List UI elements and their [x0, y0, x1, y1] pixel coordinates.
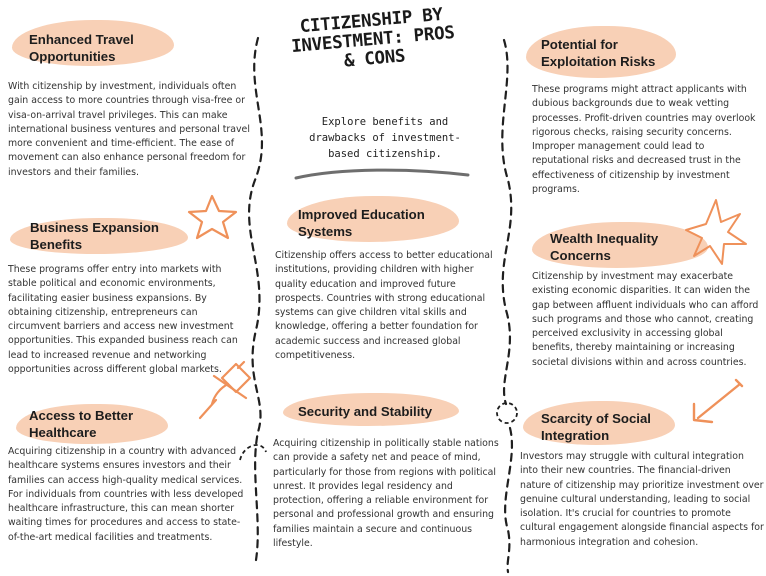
healthcare-heading: Access to Better Healthcare [29, 408, 134, 440]
security-body: Acquiring citizenship in politically stable nations can provide a safety net and peace of mind, particularly for those from regions with political unrest. It provides legal residency and protection, offering a reliable environment for personal and professional growth and ensuring families maintain a secure and continuous lifestyle. [273, 438, 499, 550]
exploitation-heading: Potential for Exploitation Risks [541, 37, 656, 69]
business-heading: Business Expansion Benefits [30, 220, 159, 252]
subtitle-underline [296, 170, 468, 178]
business-body: These programs offer entry into markets with stable political and economic environments, facilitating easier business expansions. By obtaining citizenship, entrepreneurs can circumvent barriers and access new investment opportunities. This expanded business reach can lead to increased revenue and networking opportunities across different global markets. [8, 264, 238, 376]
healthcare-body: Acquiring citizenship in a country with advanced healthcare systems ensures investors and their families can access high-quality medical services. For individuals from countries with less developed healthcare infrastructure, this can mean shorter waiting times for procedures and access to state-of-the-art medical facilities and treatments. [8, 446, 244, 543]
integration-heading: Scarcity of Social Integration [541, 411, 651, 443]
star-icon [189, 196, 236, 238]
arrow-icon [694, 380, 742, 422]
bottom-right-dashed-divider [505, 428, 512, 572]
security-heading: Security and Stability [298, 404, 433, 419]
exploitation-body: These programs might attract applicants with dubious backgrounds due to weak vetting processes. Profit-driven countries may overlook rigorous checks, raising security concerns. Improper management could lead to reputational risks and decreased trust in the effectiveness of citizenship by investment programs. [532, 84, 756, 196]
inequality-body: Citizenship by investment may exacerbate existing economic disparities. It can widen the gap between affluent individuals who can afford such programs and those who cannot, creating perceived exclusivity in accessing global benefits, thereby maintaining or increasing societal divisions within and across countries. [532, 271, 759, 368]
dashed-circle-doodle [497, 403, 517, 423]
page-title: CITIZENSHIP BY INVESTMENT: PROS & CONS [290, 4, 456, 72]
integration-body: Investors may struggle with cultural integration into their new countries. The financial-driven nature of citizenship may prioritize investment over genuine cultural understanding, leading to social isolation. It's crucial for countries to promote cultural engagement alongside financial aspects for harmonious integration and cohesion. [520, 451, 764, 548]
page-subtitle: Explore benefits and drawbacks of investment-based citizenship. [309, 116, 461, 160]
travel-body: With citizenship by investment, individuals often gain access to more countries through visa-free or visa-on-arrival travel privileges. This can make international business ventures and personal travel more convenient and time-efficient. The ease of movement can also enhance personal freedom for investors and their families. [8, 81, 250, 178]
education-body: Citizenship offers access to better educational institutions, providing children with higher quality education and improved future prospects. Countries with strong educational systems can give children vital skills and knowledge, offering a better foundation for academic success and increased global competitiveness. [275, 250, 493, 362]
travel-heading: Enhanced Travel Opportunities [29, 32, 134, 64]
inequality-heading: Wealth Inequality Concerns [550, 231, 659, 263]
education-heading: Improved Education Systems [298, 207, 425, 239]
